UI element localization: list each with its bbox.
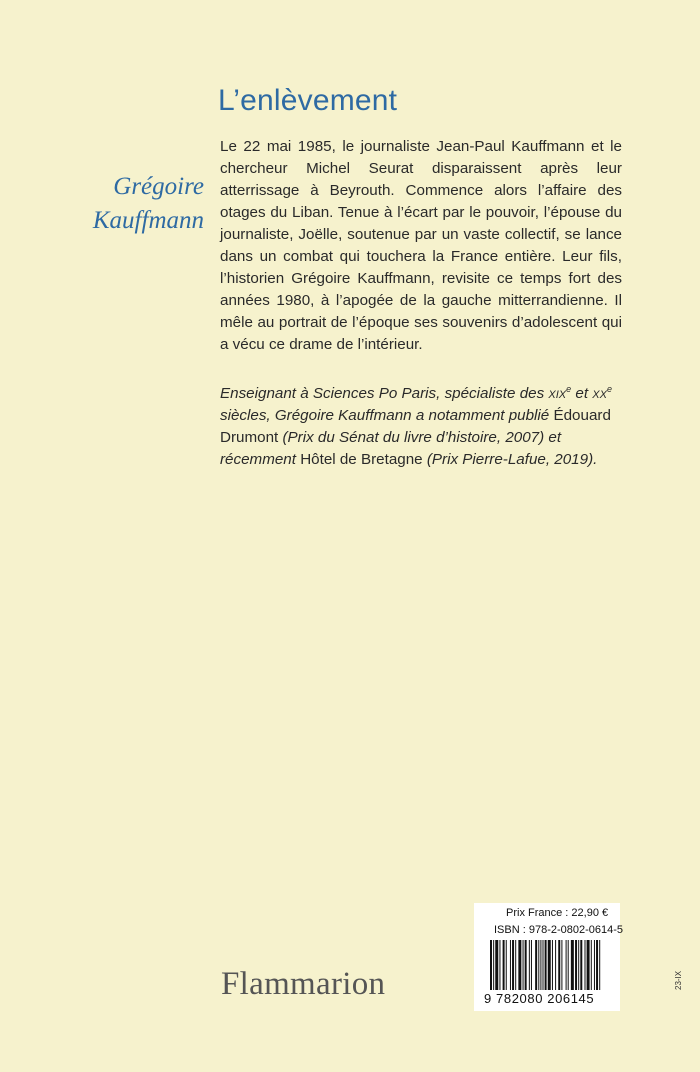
barcode-bar (545, 940, 547, 990)
barcode-bar (506, 940, 507, 990)
barcode-bar (535, 940, 537, 990)
barcode-bar (580, 940, 582, 990)
work-title-drumont: Édouard Drumont (220, 407, 611, 447)
barcode-bar (561, 940, 562, 990)
barcode-bar (503, 940, 505, 990)
barcode-bar (525, 940, 527, 990)
barcode-bar (571, 940, 574, 990)
barcode-bar (543, 940, 544, 990)
barcode-bar (490, 940, 492, 990)
barcode-bar (555, 940, 556, 990)
barcode-bar (599, 940, 600, 990)
barcode-bar (596, 940, 598, 990)
author-name (44, 170, 204, 238)
author-bio: Enseignant à Sciences Po Paris, spécialiste des xix$^e$ et $xx^e$ siècles, Grégoire Kauffmann a notamment publié Édouard Drumont (Prix du Sénat du livre d’histoire, 2007) et récemment Hôtel de Bretagne (Prix Pierre-Lafue, 2019). (220, 384, 612, 469)
barcode-bar (594, 940, 595, 990)
barcode-bar (585, 940, 586, 990)
print-code: 23-IX (674, 970, 683, 990)
publisher-logo: Flammarion (221, 966, 386, 1002)
barcode-bar (499, 940, 500, 990)
barcode-bar (495, 940, 498, 990)
barcode-bar (529, 940, 530, 990)
barcode-bar (540, 940, 541, 990)
barcode-bar (566, 940, 567, 990)
barcode-icon (486, 940, 616, 992)
barcode-bar (510, 940, 511, 990)
book-title: L’enlèvement (218, 84, 398, 117)
barcode-bar (518, 940, 521, 990)
author-first-name: Grégoire (113, 173, 204, 200)
barcode-bar (587, 940, 590, 990)
price-label: Prix France : 22,90 € (506, 907, 609, 919)
barcode-bar (575, 940, 577, 990)
barcode-bar (493, 940, 494, 990)
synopsis-text: Le 22 mai 1985, le journaliste Jean-Paul Kauffmann et le chercheur Michel Seurat disparaissent après leur atterrissage à Beyrouth. Commence alors l’affaire des otages du Liban. Tenue à l’écart par le pouvoir, l’épouse du journaliste, Joëlle, soutenue par un vaste collectif, se lance dans un combat qui touchera la France entière. Leur fils, l’historien Grégoire Kauffmann, revisite ce temps fort des années 1980, à l’apogée de la gauche mitterrandienne. Il mêle au portrait de l’époque ses souvenirs d’adolescent qui a vécu ce drame de l’intérieur. (220, 138, 622, 353)
barcode-bar (538, 940, 539, 990)
barcode-bar (512, 940, 514, 990)
barcode-digits: 9 782080 206145 (484, 991, 595, 1006)
work-title-hotel: Hôtel de Bretagne (300, 451, 423, 469)
barcode-bar (531, 940, 532, 990)
barcode-bar (552, 940, 553, 990)
barcode-bar (568, 940, 569, 990)
barcode-bar (591, 940, 592, 990)
barcode-bar (523, 940, 524, 990)
isbn-label: ISBN : 978-2-0802-0614-5 (494, 924, 624, 936)
barcode-bar (578, 940, 579, 990)
author-last-name: Kauffmann (92, 207, 204, 234)
barcode-bar (515, 940, 516, 990)
barcode-bar (548, 940, 551, 990)
barcode-bar (558, 940, 560, 990)
